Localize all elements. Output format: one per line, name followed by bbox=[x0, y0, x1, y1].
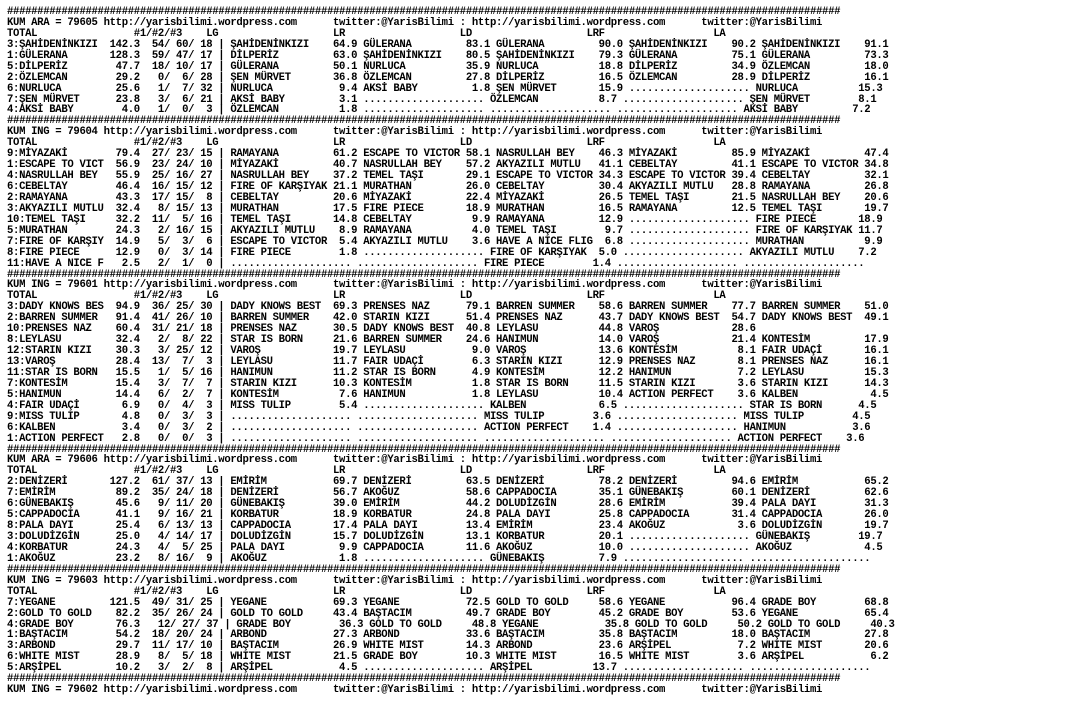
table-row: 9:MİYAZAKİ 79.4 27/ 23/ 15 | RAMAYANA 61.2 ESCAPE TO VICTOR 58.1 NASRULLAH BEY 46.3 MİYAZAKİ 85.9 MİYAZAKİ 47.4 bbox=[7, 148, 889, 161]
table-row: 6:NURLUCA 25.6 1/ 7/ 32 | NURLUCA 9.4 AKSİ BABY 1.8 ŞEN MÜRVET 15.9 .................... NURLUCA 15.3 bbox=[7, 82, 883, 95]
table-row: 1:AKOĞUZ 23.2 8/ 16/ 9 | AKOĞUZ 1.8 .................... GÜNEBAKIŞ 7.9 .................... .................... bbox=[7, 552, 871, 565]
table-row: 13:VAROŞ 28.4 13/ 7/ 3 | LEYLASU 11.7 FAIR UDAÇİ 6.3 STARIN KIZI 12.9 PRENSES NAZ 8.1 PRENSES NAZ 16.1 bbox=[7, 356, 889, 368]
table-row: 11:HAVE A NICE F 2.5 2/ 1/ 0 | .................... .................... FIRE PIECE 1.4 .................... .................... bbox=[7, 257, 865, 270]
table-row: 7:EMİRİM 89.2 35/ 24/ 18 | DENİZERİ 56.7 AKOĞUZ 58.6 CAPPADOCIA 35.1 GÜNEBAKIŞ 60.1 DENİZERİ 62.6 bbox=[7, 487, 889, 500]
table-row: 2:DENİZERİ 127.2 61/ 37/ 13 | EMİRİM 69.7 DENİZERİ 63.5 DENİZERİ 78.2 DENİZERİ 94.6 EMİRİM 65.2 bbox=[7, 476, 889, 489]
column-header-line: TOTAL #1/#2/#3 LG LR LD LRF LA bbox=[7, 465, 726, 478]
table-row: 3:DOLUDİZGİN 25.0 4/ 14/ 17 | DOLUDİZGİN 15.7 DOLUDİZGİN 13.1 KORBATUR 20.1 .................... GÜNEBAKIŞ 19.7 bbox=[7, 531, 883, 543]
race-header-line: KUM ING = 79603 http://yarisbilimi.wordpress.com twitter:@YarisBilimi : http://yarisbilimi.wordpress.com twitter:@YarisBilimi bbox=[7, 574, 823, 587]
column-header-line: TOTAL #1/#2/#3 LG LR LD LRF LA bbox=[7, 137, 726, 150]
table-row: 1:ESCAPE TO VICT 56.9 23/ 24/ 10 | MİYAZAKİ 40.7 NASRULLAH BEY 57.2 AKYAZILI MUTLU 41.1 CEBELTAY 41.1 ESCAPE TO VICTOR 34.8 bbox=[7, 159, 889, 172]
table-row: 3:ŞAHİDENİNKIZI 142.3 54/ 60/ 18 | ŞAHİDENİNKIZI 64.9 GÜLERANA 83.1 GÜLERANA 90.0 ŞAHİDENİNKIZI 90.2 ŞAHİDENİNKIZI 91.1 bbox=[7, 38, 889, 51]
table-row: 2:RAMAYANA 43.3 17/ 15/ 8 | CEBELTAY 20.6 MİYAZAKİ 22.4 MİYAZAKİ 26.5 TEMEL TAŞI 21.5 NASRULLAH BEY 20.6 bbox=[7, 191, 889, 204]
table-row: 4:NASRULLAH BEY 55.9 25/ 16/ 27 | NASRULLAH BEY 37.2 TEMEL TAŞI 29.1 ESCAPE TO VICTOR 34.3 ESCAPE TO VICTOR 39.4 CEBELTAY 32.1 bbox=[7, 170, 889, 183]
table-row: 4:KORBATUR 24.3 4/ 5/ 25 | PALA DAYI 9.9 CAPPADOCIA 11.6 AKOĞUZ 10.0 .................... AKOĞUZ 4.5 bbox=[7, 541, 883, 554]
table-row: 1:BAŞTACIM 54.2 18/ 20/ 24 | ARBOND 27.3 ARBOND 33.6 BAŞTACIM 35.8 BAŞTACIM 18.0 BAŞTACIM 27.8 bbox=[7, 629, 889, 642]
race-header-line: KUM ING = 79604 http://yarisbilimi.wordpress.com twitter:@YarisBilimi : http://yarisbilimi.wordpress.com twitter:@YarisBilimi bbox=[7, 126, 823, 139]
table-row: 4:AKSİ BABY 4.0 1/ 0/ 3 | ÖZLEMCAN 1.8 .................... .................... .................... AKSİ BABY 7.2 bbox=[7, 104, 871, 117]
table-row: 2:GOLD TO GOLD 82.2 35/ 26/ 24 | GOLD TO GOLD 43.4 BAŞTACIM 49.7 GRADE BOY 45.2 GRADE BOY 53.6 YEGANE 65.4 bbox=[7, 607, 889, 620]
table-row: 10:PRENSES NAZ 60.4 31/ 21/ 18 | PRENSES NAZ 30.5 DADY KNOWS BEST 40.8 LEYLASU 44.8 VAROŞ 28.6 bbox=[7, 323, 756, 336]
table-row: 3:DADY KNOWS BES 94.9 36/ 25/ 30 | DADY KNOWS BEST 69.3 PRENSES NAZ 79.1 BARREN SUMMER 58.6 BARREN SUMMER 77.7 BARREN SUMMER 51.0 bbox=[7, 301, 889, 314]
separator-line: ########################################################################################################################################## bbox=[7, 6, 841, 18]
table-row: 8:LEYLASU 32.4 2/ 8/ 22 | STAR IS BORN 21.6 BARREN SUMMER 24.6 HANIMUN 14.0 VAROŞ 21.4 KONTESİM 17.9 bbox=[7, 334, 889, 347]
column-header-line: TOTAL #1/#2/#3 LG LR LD LRF LA bbox=[7, 290, 726, 303]
table-row: 6:CEBELTAY 46.4 16/ 15/ 12 | FIRE OF KARŞIYAK 21.1 MURATHAN 26.0 CEBELTAY 30.4 AKYAZILI MUTLU 28.8 RAMAYANA 26.8 bbox=[7, 181, 889, 193]
race-report-sheet bbox=[7, 7, 894, 696]
table-row: 9:MISS TULIP 4.8 0/ 3/ 3 | .................... .................... MISS TULIP 3.6 .................... MISS TULIP 4.5 bbox=[7, 410, 871, 423]
table-row: 5:MURATHAN 24.3 2/ 16/ 15 | AKYAZILI MUTLU 8.9 RAMAYANA 4.0 TEMEL TAŞI 9.7 .................... FIRE OF KARŞIYAK 11.7 bbox=[7, 224, 883, 237]
table-row: 1:ACTION PERFECT 2.8 0/ 0/ 3 | .................... .................... .................... .................... ACTION PERFECT 3.6 bbox=[7, 432, 865, 445]
separator-line: ########################################################################################################################################## bbox=[7, 443, 841, 456]
column-header-line: TOTAL #1/#2/#3 LG LR LD LRF LA bbox=[7, 585, 726, 598]
race-header-line: KUM ING = 79602 http://yarisbilimi.wordpress.com twitter:@YarisBilimi : http://yarisbilimi.wordpress.com twitter:@YarisBilimi bbox=[7, 684, 823, 697]
table-row: 3:ARBOND 29.7 11/ 17/ 10 | BAŞTACIM 26.9 WHITE MIST 14.3 ARBOND 23.6 ARŞİPEL 7.2 WHITE MIST 20.6 bbox=[7, 640, 889, 653]
table-row: 8:FIRE PIECE 12.9 0/ 3/ 14 | FIRE PIECE 1.8 .................... FIRE OF KARŞIYAK 5.0 .................... AKYAZILI MUTLU 7.2 bbox=[7, 246, 877, 259]
table-row: 6:KALBEN 3.4 0/ 3/ 2 | .................... .................... ACTION PERFECT 1.4 .................... HANIMUN 3.6 bbox=[7, 421, 871, 434]
table-row: 6:GÜNEBAKIŞ 45.6 9/ 11/ 20 | GÜNEBAKIŞ 39.0 EMİRİM 44.2 DOLUDİZGİN 28.6 EMİRİM 39.4 PALA DAYI 31.3 bbox=[7, 498, 889, 511]
race-header-line: KUM ARA = 79605 http://yarisbilimi.wordpress.com twitter:@YarisBilimi : http://yarisbilimi.wordpress.com twitter:@YarisBilimi bbox=[7, 16, 823, 29]
table-row: 5:HANIMUN 14.4 6/ 2/ 7 | KONTESİM 7.6 HANIMUN 1.8 LEYLASU 10.4 ACTION PERFECT 3.6 KALBEN 4.5 bbox=[7, 388, 889, 401]
table-row: 5:DİLPERİZ 47.7 18/ 10/ 17 | GÜLERANA 50.1 NURLUCA 35.9 NURLUCA 18.8 DİLPERİZ 34.9 ÖZLEMCAN 18.0 bbox=[7, 60, 889, 73]
table-row: 2:ÖZLEMCAN 29.2 0/ 6/ 28 | ŞEN MÜRVET 36.8 ÖZLEMCAN 27.8 DİLPERİZ 16.5 ÖZLEMCAN 28.9 DİLPERİZ 16.1 bbox=[7, 71, 889, 84]
separator-line: ########################################################################################################################################## bbox=[7, 563, 841, 576]
table-row: 5:ARŞİPEL 10.2 3/ 2/ 8 | ARŞİPEL 4.5 .................... ARŞİPEL 13.7 .................... .................... bbox=[7, 662, 871, 675]
table-row: 6:WHITE MIST 28.9 8/ 5/ 18 | WHITE MIST 21.5 GRADE BOY 10.3 WHITE MIST 16.5 WHITE MIST 3.6 ARŞİPEL 6.2 bbox=[7, 651, 889, 664]
race-header-line: KUM ING = 79601 http://yarisbilimi.wordpress.com twitter:@YarisBilimi : http://yarisbilimi.wordpress.com twitter:@YarisBilimi bbox=[7, 279, 823, 292]
column-header-line: TOTAL #1/#2/#3 LG LR LD LRF LA bbox=[7, 27, 726, 40]
table-row: 10:TEMEL TAŞI 32.2 11/ 5/ 16 | TEMEL TAŞI 14.8 CEBELTAY 9.9 RAMAYANA 12.9 .................... FIRE PIECE 18.9 bbox=[7, 213, 883, 226]
table-row: 7:ŞEN MÜRVET 23.8 3/ 6/ 21 | AKSİ BABY 3.1 .................... ÖZLEMCAN 8.7 .................... ŞEN MÜRVET 8.1 bbox=[7, 93, 877, 106]
separator-line: ########################################################################################################################################## bbox=[7, 268, 841, 281]
table-row: 11:STAR IS BORN 15.5 1/ 5/ 16 | HANIMUN 11.2 STAR IS BORN 4.9 KONTESİM 12.2 HANIMUN 7.2 LEYLASU 15.3 bbox=[7, 366, 889, 379]
table-row: 3:AKYAZILI MUTLU 32.4 8/ 15/ 13 | MURATHAN 17.5 FIRE PIECE 18.9 MURATHAN 16.5 RAMAYANA 12.5 TEMEL TAŞI 19.7 bbox=[7, 202, 889, 215]
table-row: 7:YEGANE 121.5 49/ 31/ 25 | YEGANE 69.3 YEGANE 72.5 GOLD TO GOLD 58.6 YEGANE 96.4 GRADE BOY 68.8 bbox=[7, 596, 889, 609]
table-row: 2:BARREN SUMMER 91.4 41/ 26/ 10 | BARREN SUMMER 42.0 STARIN KIZI 51.4 PRENSES NAZ 43.7 DADY KNOWS BEST 54.7 DADY KNOWS BEST 49.1 bbox=[7, 312, 889, 325]
table-row: 4:FAIR UDAÇİ 6.9 0/ 4/ 3 | MISS TULIP 5.4 .................... KALBEN 6.5 .................... STAR IS BORN 4.5 bbox=[7, 399, 877, 412]
separator-line: ########################################################################################################################################## bbox=[7, 673, 841, 686]
table-row: 4:GRADE BOY 76.3 12/ 27/ 37 | GRADE BOY 36.3 GOLD TO GOLD 48.8 YEGANE 35.8 GOLD TO GOLD 50.2 GOLD TO GOLD 40.3 bbox=[7, 618, 895, 631]
table-row: 8:PALA DAYI 25.4 6/ 13/ 13 | CAPPADOCIA 17.4 PALA DAYI 13.4 EMİRİM 23.4 AKOĞUZ 3.6 DOLUDİZGİN 19.7 bbox=[7, 520, 889, 533]
separator-line: ########################################################################################################################################## bbox=[7, 115, 841, 128]
race-header-line: KUM ARA = 79606 http://yarisbilimi.wordpress.com twitter:@YarisBilimi : http://yarisbilimi.wordpress.com twitter:@YarisBilimi bbox=[7, 454, 823, 467]
table-row: 1:GÜLERANA 128.3 59/ 47/ 17 | DİLPERİZ 63.0 ŞAHİDENİNKIZI 80.5 ŞAHİDENİNKIZI 79.3 GÜLERANA 75.1 GÜLERANA 73.3 bbox=[7, 49, 889, 62]
table-row: 5:CAPPADOCIA 41.1 9/ 16/ 21 | KORBATUR 18.9 KORBATUR 24.8 PALA DAYI 25.8 CAPPADOCIA 31.4 CAPPADOCIA 26.0 bbox=[7, 509, 889, 522]
table-row: 7:FIRE OF KARŞIY 14.9 5/ 3/ 6 | ESCAPE TO VICTOR 5.4 AKYAZILI MUTLU 3.6 HAVE A NICE FLIG 6.8 .................... MURATHAN 9.9 bbox=[7, 235, 883, 248]
table-row: 12:STARIN KIZI 30.3 3/ 25/ 12 | VAROŞ 19.7 LEYLASU 9.0 VAROŞ 13.6 KONTESİM 8.1 FAIR UDAÇİ 16.1 bbox=[7, 345, 889, 358]
table-row: 7:KONTESİM 15.4 3/ 7/ 7 | STARIN KIZI 10.3 KONTESİM 1.8 STAR IS BORN 11.5 STARIN KIZI 3.6 STARIN KIZI 14.3 bbox=[7, 377, 889, 390]
